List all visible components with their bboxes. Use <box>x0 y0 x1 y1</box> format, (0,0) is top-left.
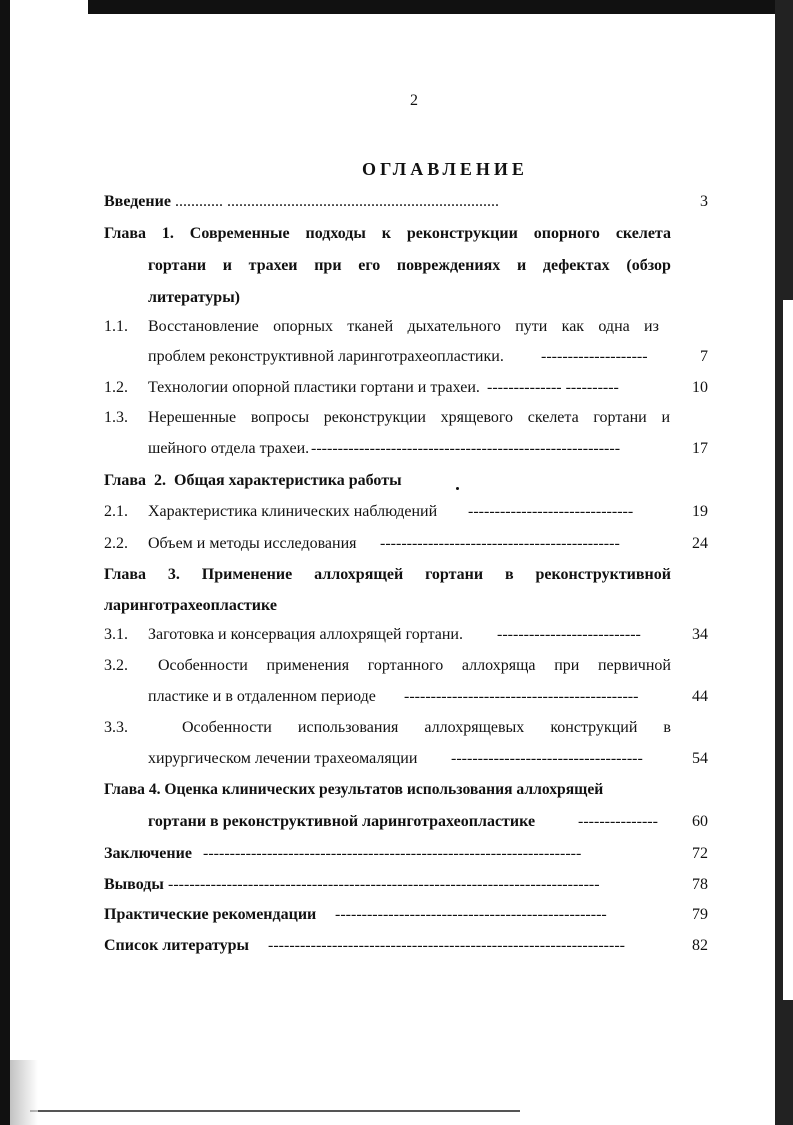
toc-3-2-line1 <box>158 657 671 675</box>
justified-word: его <box>358 257 381 274</box>
justified-word: при <box>554 657 580 674</box>
toc-3-2-page: 44 <box>692 688 708 705</box>
justified-word: гортанного <box>367 657 444 674</box>
justified-word: 3. <box>167 566 180 583</box>
justified-word: конструкций <box>550 719 638 736</box>
toc-references-leader: ------------------------------------------------------------------- <box>268 937 625 954</box>
toc-3-1-number: 3.1. <box>104 626 128 643</box>
toc-2-1-number: 2.1. <box>104 503 128 520</box>
toc-conclusion-leader: ----------------------------------------------------------------------- <box>203 845 582 862</box>
toc-ch1-line3: литературы) <box>148 289 241 306</box>
toc-1-1-line1 <box>148 318 659 336</box>
page-number: 2 <box>410 92 418 109</box>
toc-ch2-text: Глава 2. Общая характеристика работы <box>104 472 402 489</box>
toc-3-2-leader: -------------------------------------------- <box>404 688 639 705</box>
toc-3-3-leader: ------------------------------------ <box>451 750 643 767</box>
toc-findings-page: 78 <box>692 876 708 893</box>
toc-recommendations-leader: --------------------------------------------------- <box>335 906 607 923</box>
justified-word: дыхательного <box>407 318 501 335</box>
justified-word: 1. <box>161 225 174 242</box>
toc-conclusion-page: 72 <box>692 845 708 862</box>
toc-ch1-line1 <box>104 225 671 243</box>
justified-word: Нерешенные <box>148 409 237 426</box>
justified-word: как <box>561 318 585 335</box>
toc-ch4-line1: Глава 4. Оценка клинических результатов использования аллохрящей <box>104 781 604 798</box>
justified-word: скелета <box>527 409 579 426</box>
justified-word: одна <box>598 318 630 335</box>
toc-3-3-page: 54 <box>692 750 708 767</box>
toc-intro-page: 3 <box>700 193 708 210</box>
scan-border-left <box>0 0 10 1125</box>
justified-word: при <box>314 257 342 274</box>
justified-word: и <box>222 257 232 274</box>
toc-conclusion-label: Заключение <box>104 845 192 862</box>
justified-word: в <box>505 566 514 583</box>
toc-findings-leader: --------------------------------------------------------------------------------- <box>168 876 600 893</box>
justified-word: в <box>663 719 671 736</box>
toc-ch3-line1 <box>104 566 671 584</box>
toc-2-1-page: 19 <box>692 503 708 520</box>
toc-ch4-line2: гортани в реконструктивной ларинготрахеопластике <box>148 813 536 830</box>
toc-2-2-text: Объем и методы исследования <box>148 535 357 552</box>
toc-1-3-line1 <box>148 409 670 427</box>
scan-bottom-line <box>30 1110 520 1112</box>
toc-3-3-number: 3.3. <box>104 719 128 736</box>
toc-2-2-page: 24 <box>692 535 708 552</box>
justified-word: опорного <box>533 225 600 242</box>
justified-word: (обзор <box>626 257 671 274</box>
scan-border-top <box>88 0 793 14</box>
toc-1-1-leader: -------------------- <box>541 348 648 365</box>
justified-word: трахеи <box>248 257 298 274</box>
justified-word: гортани <box>425 566 484 583</box>
justified-word: реконструкции <box>406 225 518 242</box>
justified-word: аллохрящей <box>314 566 404 583</box>
toc-3-2-line2: пластике и в отдаленном периоде <box>148 688 376 705</box>
toc-1-1-page: 7 <box>700 348 708 365</box>
toc-recommendations-label: Практические рекомендации <box>104 906 317 923</box>
toc-references-page: 82 <box>692 937 708 954</box>
justified-word: гортани <box>593 409 647 426</box>
justified-word: опорных <box>273 318 333 335</box>
toc-1-2-number: 1.2. <box>104 379 128 396</box>
toc-1-3-leader: ---------------------------------------------------------- <box>311 440 621 457</box>
justified-word: подходы <box>305 225 366 242</box>
scan-dot <box>456 487 459 490</box>
justified-word: Особенности <box>182 719 272 736</box>
toc-2-1-leader: ------------------------------- <box>468 503 634 520</box>
justified-word: и <box>661 409 670 426</box>
justified-word: реконструктивной <box>535 566 671 583</box>
toc-1-3-line2: шейного отдела трахеи. <box>148 440 310 457</box>
justified-word: хрящевого <box>440 409 514 426</box>
justified-word: к <box>381 225 391 242</box>
justified-word: пути <box>515 318 548 335</box>
toc-2-2-number: 2.2. <box>104 535 128 552</box>
justified-word: Глава <box>104 566 146 583</box>
justified-word: реконструкции <box>323 409 426 426</box>
justified-word: Применение <box>201 566 293 583</box>
toc-ch1-line2 <box>148 257 671 275</box>
toc-1-2-page: 10 <box>692 379 708 396</box>
justified-word: Особенности <box>158 657 248 674</box>
justified-word: аллохряща <box>461 657 536 674</box>
toc-intro-dots: ............ .................................................................... <box>175 193 499 210</box>
scan-border-right-gap <box>783 300 793 1000</box>
toc-ch4-page: 60 <box>692 813 708 830</box>
justified-word: тканей <box>347 318 394 335</box>
justified-word: использования <box>297 719 399 736</box>
justified-word: первичной <box>597 657 671 674</box>
toc-1-2-leader: -------------- ---------- <box>487 379 619 396</box>
justified-word: гортани <box>148 257 207 274</box>
justified-word: повреждениях <box>396 257 501 274</box>
toc-3-2-number: 3.2. <box>104 657 128 674</box>
toc-1-1-line2: проблем реконструктивной ларинготрахеопластики. <box>148 348 504 365</box>
scan-smudge <box>10 1060 38 1125</box>
justified-word: Восстановление <box>148 318 259 335</box>
justified-word: и <box>516 257 527 274</box>
justified-word: аллохрящевых <box>424 719 525 736</box>
toc-ch3-line2: ларинготрахеопластике <box>104 597 277 614</box>
toc-findings-label: Выводы <box>104 876 164 893</box>
toc-2-2-leader: --------------------------------------------- <box>380 535 620 552</box>
toc-1-2-text: Технологии опорной пластики гортани и трахеи. <box>148 379 480 396</box>
toc-recommendations-page: 79 <box>692 906 708 923</box>
toc-3-1-leader: --------------------------- <box>497 626 641 643</box>
justified-word: дефектах <box>542 257 610 274</box>
page-title: ОГЛАВЛЕНИЕ <box>362 159 528 179</box>
justified-word: вопросы <box>250 409 310 426</box>
toc-1-3-number: 1.3. <box>104 409 128 426</box>
toc-1-3-page: 17 <box>692 440 708 457</box>
justified-word: Современные <box>189 225 290 242</box>
toc-3-3-line2: хирургическом лечении трахеомаляции <box>148 750 418 767</box>
justified-word: применения <box>266 657 350 674</box>
toc-references-label: Список литературы <box>104 937 249 954</box>
toc-3-3-line1 <box>182 719 671 737</box>
toc-3-1-page: 34 <box>692 626 708 643</box>
toc-intro-label: Введение <box>104 193 171 210</box>
toc-2-1-text: Характеристика клинических наблюдений <box>148 503 438 520</box>
toc-1-1-number: 1.1. <box>104 318 128 335</box>
toc-3-1-text: Заготовка и консервация аллохрящей гортани. <box>148 626 463 643</box>
justified-word: из <box>644 318 659 335</box>
toc-ch4-leader: --------------- <box>578 813 658 830</box>
justified-word: Глава <box>104 225 146 242</box>
justified-word: скелета <box>615 225 671 242</box>
